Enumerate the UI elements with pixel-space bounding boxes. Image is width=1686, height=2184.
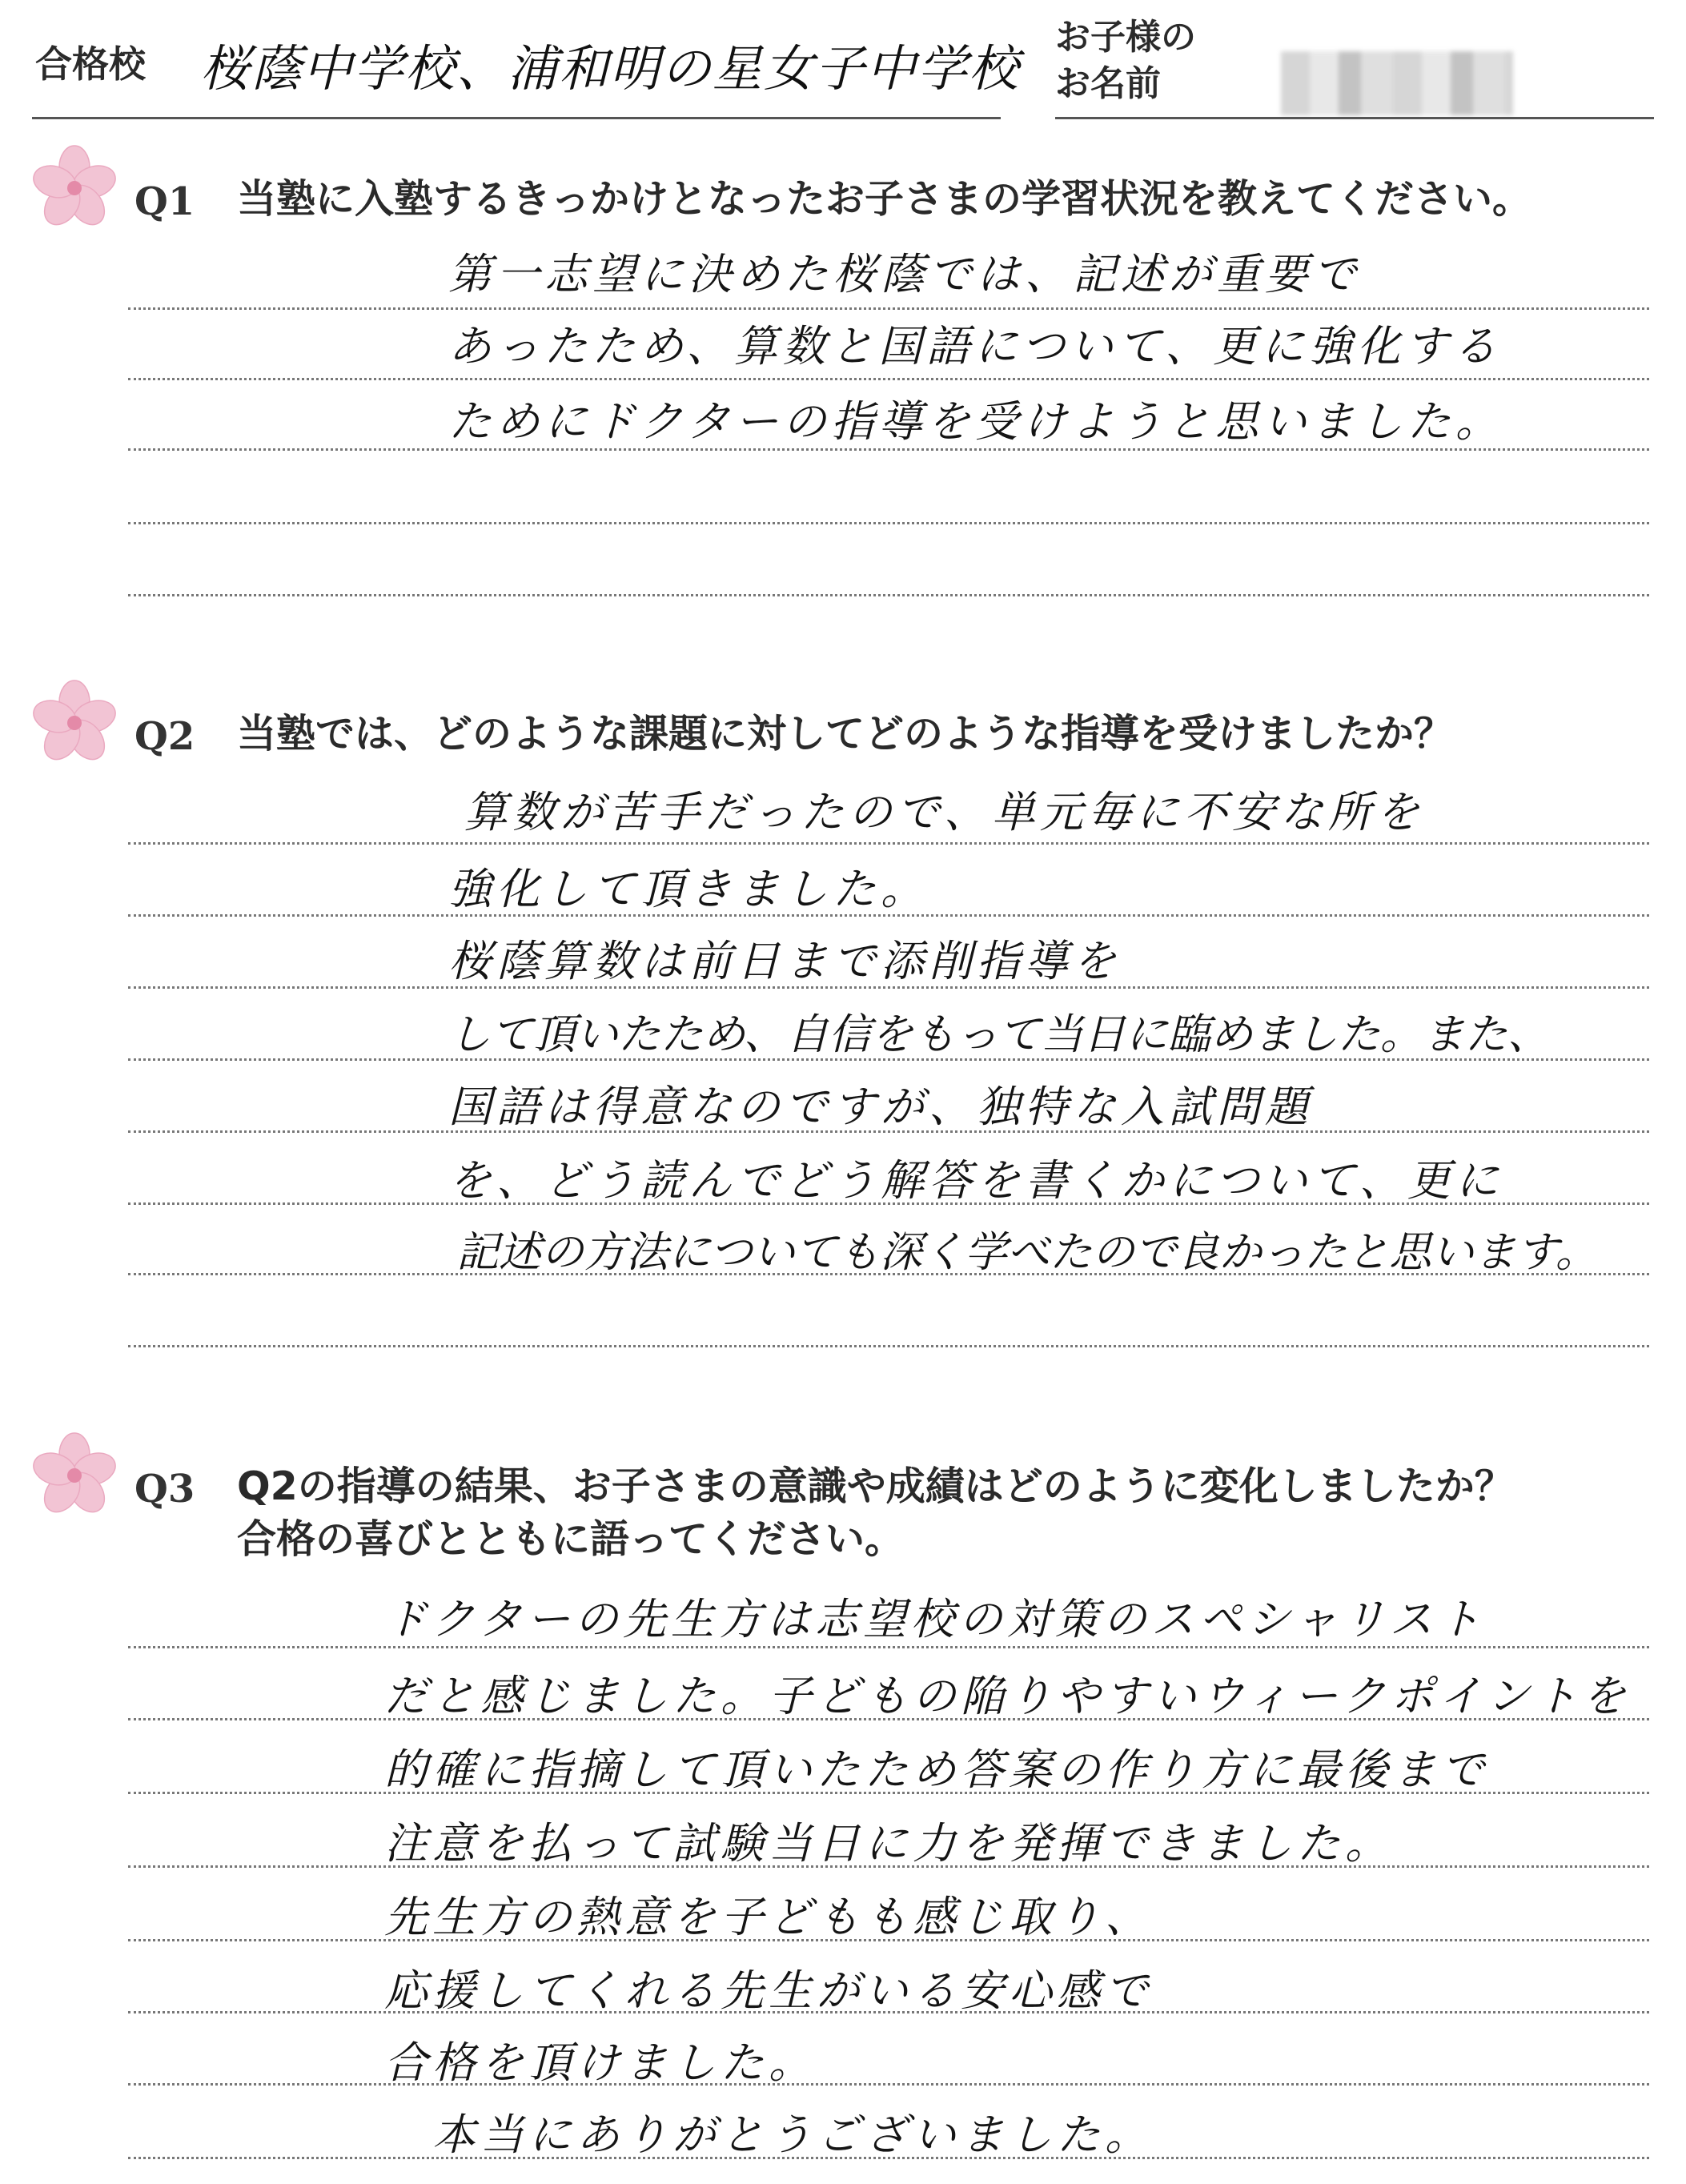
ruled-line xyxy=(128,522,1649,524)
question-text: 当塾では、どのような課題に対してどのような指導を受けましたか？ xyxy=(237,711,1454,757)
school-value: 桜蔭中学校、浦和明の星女子中学校 xyxy=(200,39,1021,98)
name-label xyxy=(1055,14,1196,107)
ruled-line xyxy=(128,448,1649,451)
ruled-line xyxy=(128,2157,1649,2159)
answer-line: 国語は得意なのですが、独特な入試問題 xyxy=(448,1082,1313,1132)
question-number: Q2 xyxy=(134,714,195,759)
ruled-line xyxy=(128,1202,1649,1205)
answer-line: 強化して頂きました。 xyxy=(448,864,929,914)
answer-line: 記述の方法についても深く学べたので良かったと思います。 xyxy=(456,1228,1598,1277)
ruled-line xyxy=(128,378,1649,380)
answer-line: 注意を払って試験当日に力を発揮できました。 xyxy=(384,1818,1393,1869)
answer-line: 的確に指摘して頂いたため答案の作り方に最後まで xyxy=(384,1744,1489,1795)
ruled-line xyxy=(128,986,1649,989)
ruled-line xyxy=(128,1865,1649,1868)
answer-line: だと感じました。子どもの陥りやすいウィークポイントを xyxy=(384,1671,1631,1721)
ruled-line xyxy=(128,1130,1649,1133)
question-number: Q1 xyxy=(134,179,195,224)
answer-line: 桜蔭算数は前日まで添削指導を xyxy=(448,936,1121,986)
ruled-line xyxy=(128,1939,1649,1941)
ruled-line xyxy=(128,594,1649,596)
answer-line: 第一志望に決めた桜蔭では、記述が重要で xyxy=(448,249,1361,299)
cherry-blossom-icon xyxy=(30,1431,118,1520)
ruled-line xyxy=(128,2083,1649,2086)
ruled-line xyxy=(128,1345,1649,1347)
answer-line: 算数が苦手だったので、単元毎に不安な所を xyxy=(464,787,1424,837)
ruled-line xyxy=(128,842,1649,845)
ruled-line xyxy=(128,307,1649,310)
answer-line: ためにドクターの指導を受けようと思いました。 xyxy=(448,396,1503,447)
question-text: 当塾に入塾するきっかけとなったお子さまの学習状況を教えてください。 xyxy=(237,176,1532,222)
cherry-blossom-icon xyxy=(30,144,118,232)
name-underline xyxy=(1055,117,1654,119)
question-text-line2: 合格の喜びとともに語ってください。 xyxy=(237,1516,905,1562)
answer-line: 本当にありがとうございました。 xyxy=(432,2110,1153,2160)
answer-line: 応援してくれる先生がいる安心感で xyxy=(384,1965,1153,2016)
cherry-blossom-icon xyxy=(30,679,118,767)
ruled-line xyxy=(128,2011,1649,2013)
ruled-line xyxy=(128,1646,1649,1648)
school-underline xyxy=(32,117,1001,119)
answer-line: 先生方の熱意を子どもも感じ取り、 xyxy=(384,1892,1153,1942)
school-label: 合格校 xyxy=(35,42,146,86)
name-label-line1: お子様の xyxy=(1055,17,1196,58)
answer-line: ドクターの先生方は志望校の対策のスペシャリスト xyxy=(384,1594,1486,1644)
ruled-line xyxy=(128,1718,1649,1720)
ruled-line xyxy=(128,914,1649,917)
ruled-line xyxy=(128,1792,1649,1794)
answer-line: 合格を頂けました。 xyxy=(384,2037,817,2088)
redacted-name xyxy=(1281,51,1513,115)
answer-line: して頂いたため、自信をもって当日に臨めました。また、 xyxy=(448,1010,1550,1059)
ruled-line xyxy=(128,1058,1649,1061)
question-text-line1: Q2の指導の結果、お子さまの意識や成績はどのように変化しましたか？ xyxy=(237,1463,1514,1509)
answer-line: あったため、算数と国語について、更に強化する xyxy=(448,321,1502,371)
answer-line: を、どう読んでどう解答を書くかについて、更に xyxy=(448,1155,1503,1206)
ruled-line xyxy=(128,1273,1649,1275)
question-number: Q3 xyxy=(134,1467,195,1512)
name-label-line2: お名前 xyxy=(1055,63,1161,104)
